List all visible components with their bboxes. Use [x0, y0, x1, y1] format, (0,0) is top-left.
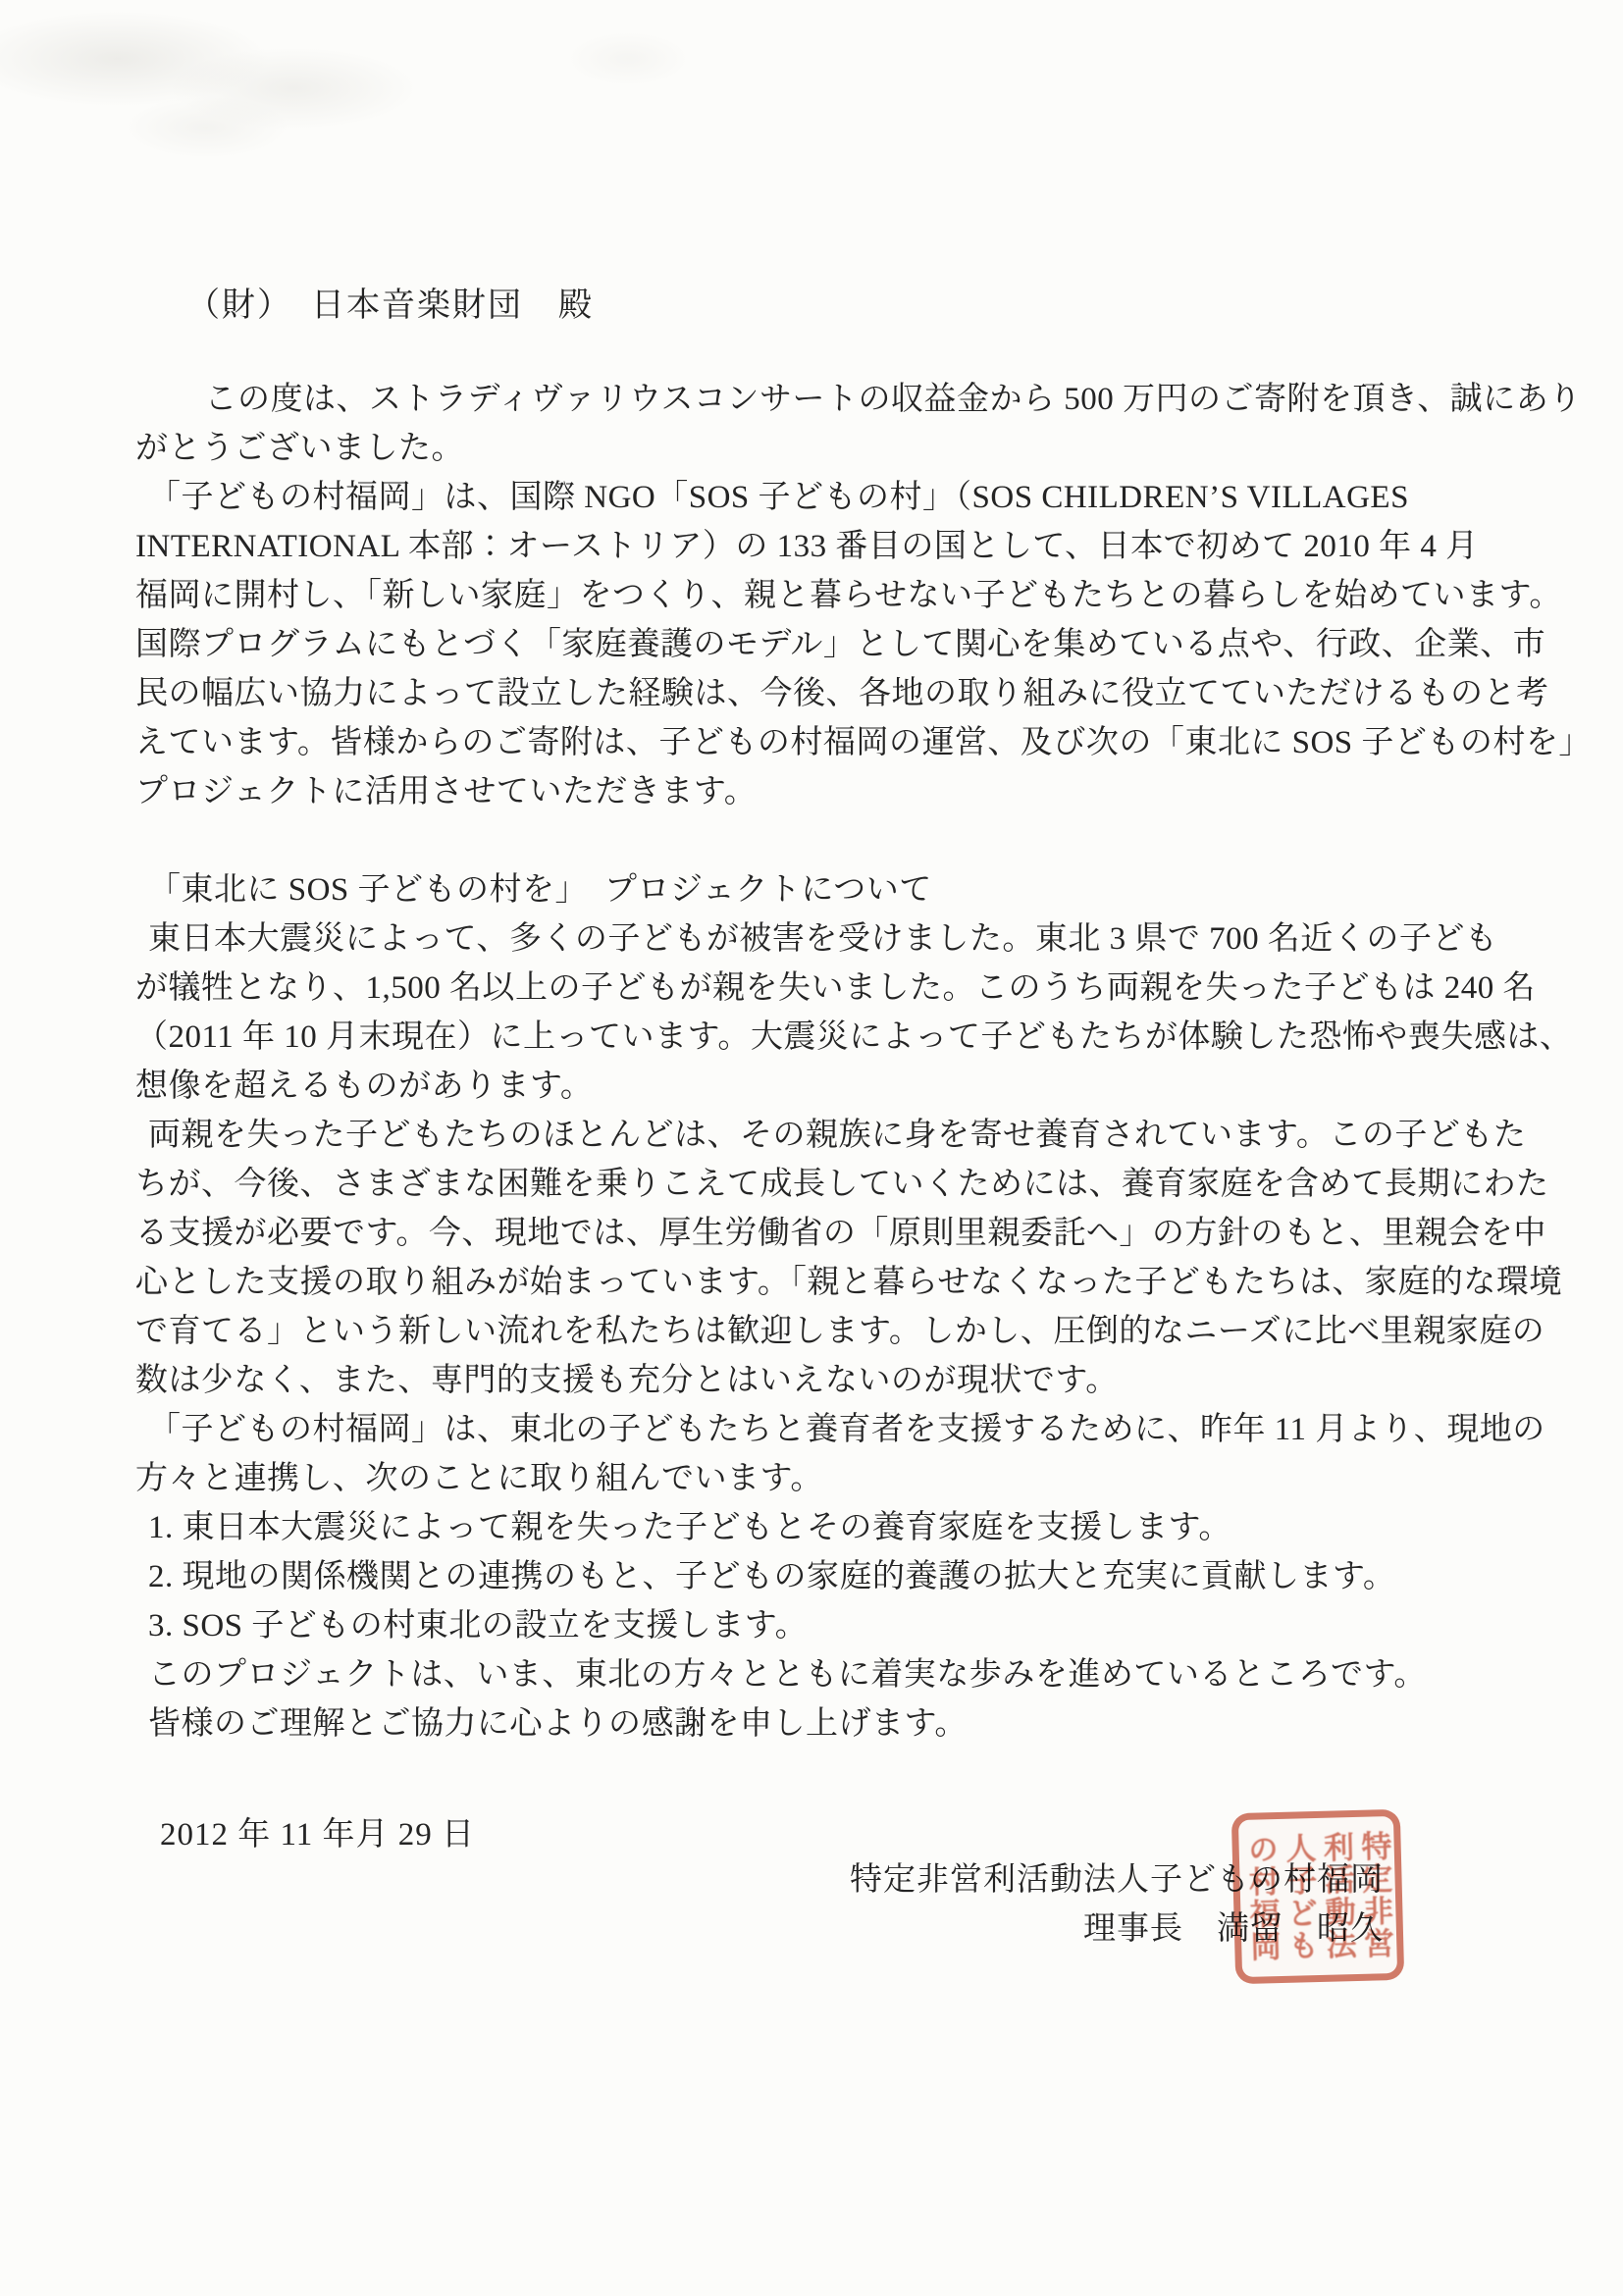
closing-line: このプロジェクトは、いま、東北の方々とともに着実な歩みを進めているところです。: [148, 1657, 1427, 1693]
signature-title-name: 理事長 満留 昭久: [1083, 1911, 1384, 1947]
seal-column: 利活動法: [1318, 1831, 1357, 1961]
paragraph2-line: プロジェクトに活用させていただきます。: [135, 774, 758, 809]
paragraph2-line: 「子どもの村福岡」は、国際 NGO「SOS 子どもの村」（SOS CHILDREN’S VILLAGES: [148, 480, 1409, 515]
signature-organization: 特定非営利活動法人子どもの村福岡: [850, 1862, 1384, 1898]
paragraph5-line: 方々と連携し、次のことに取り組んでいます。: [135, 1461, 823, 1496]
list-item: 1. 東日本大震災によって親を失った子どもとその養育家庭を支援します。: [148, 1510, 1231, 1545]
seal-column: 特定非営: [1356, 1830, 1394, 1960]
paragraph5-line: 「子どもの村福岡」は、東北の子どもたちと養育者を支援するために、昨年 11 月より、現地の: [148, 1412, 1545, 1447]
paragraph1-line: がとうございました。: [135, 431, 464, 466]
date-line: 2012 年 11 年月 29 日: [160, 1817, 476, 1852]
paragraph3-line: が犠牲となり、1,500 名以上の子どもが親を失いました。このうち両親を失った子どもは 240 名: [135, 970, 1536, 1006]
paragraph2-line: 民の幅広い協力によって設立した経験は、今後、各地の取り組みに役立てていただけるものと考: [135, 676, 1549, 711]
paragraph1-line: この度は、ストラディヴァリウスコンサートの収益金から 500 万円のご寄附を頂き、誠にあり: [172, 382, 1582, 417]
paragraph4-line: 数は少なく、また、専門的支援も充分とはいえないのが現状です。: [135, 1363, 1119, 1398]
paragraph3-line: 想像を超えるものがあります。: [135, 1069, 594, 1104]
paragraph4-line: 心とした支援の取り組みが始まっています。「親と暮らせなくなった子どもたちは、家庭的な環境: [135, 1265, 1562, 1300]
paragraph3-line: （2011 年 10 月末現在）に上っています。大震災によって子どもたちが体験した恐怖や喪失感は、: [135, 1019, 1573, 1055]
paragraph4-line: 両親を失った子どもたちのほとんどは、その親族に身を寄せ養育されています。この子どもた: [148, 1118, 1527, 1153]
paragraph2-line: INTERNATIONAL 本部：オーストリア）の 133 番目の国として、日本で初めて 2010 年 4 月: [135, 529, 1479, 564]
paragraph4-line: る支援が必要です。今、現地では、厚生労働省の「原則里親委託へ」の方針のもと、里親会を中: [135, 1216, 1546, 1251]
paragraph4-line: で育てる」という新しい流れを私たちは歓迎します。しかし、圧倒的なニーズに比べ里親家庭の: [135, 1314, 1545, 1349]
paragraph2-line: 国際プログラムにもとづく「家庭養護のモデル」として関心を集めている点や、行政、企業、市: [135, 627, 1546, 662]
list-item: 2. 現地の関係機関との連携のもと、子どもの家庭的養護の拡大と充実に貢献します。: [148, 1559, 1396, 1594]
paragraph2-line: えています。皆様からのご寄附は、子どもの村福岡の運営、及び次の「東北に SOS 子どもの村を」: [135, 725, 1592, 760]
blank-line: [135, 816, 1525, 865]
letter-body: [135, 375, 1592, 1748]
section-heading: 「東北に SOS 子どもの村を」 プロジェクトについて: [148, 872, 932, 908]
official-seal-stamp: [1231, 1809, 1404, 1984]
scan-artifact-smudge: [0, 0, 746, 167]
seal-column: 人子ども: [1281, 1832, 1319, 1962]
closing-line: 皆様のご理解とご協力に心よりの感謝を申し上げます。: [148, 1706, 968, 1742]
list-item: 3. SOS 子どもの村東北の設立を支援します。: [148, 1608, 809, 1644]
paragraph3-line: 東日本大震災によって、多くの子どもが被害を受けました。東北 3 県で 700 名近くの子ども: [148, 921, 1498, 957]
recipient-line: （財） 日本音楽財団 殿: [186, 287, 594, 324]
seal-column: の村福岡: [1242, 1833, 1282, 1963]
paragraph4-line: ちが、今後、さまざまな困難を乗りこえて成長していくためには、養育家庭を含めて長期にわた: [135, 1167, 1549, 1202]
paragraph2-line: 福岡に開村し、「新しい家庭」をつくり、親と暮らせない子どもたちとの暮らしを始めています。: [135, 578, 1562, 613]
